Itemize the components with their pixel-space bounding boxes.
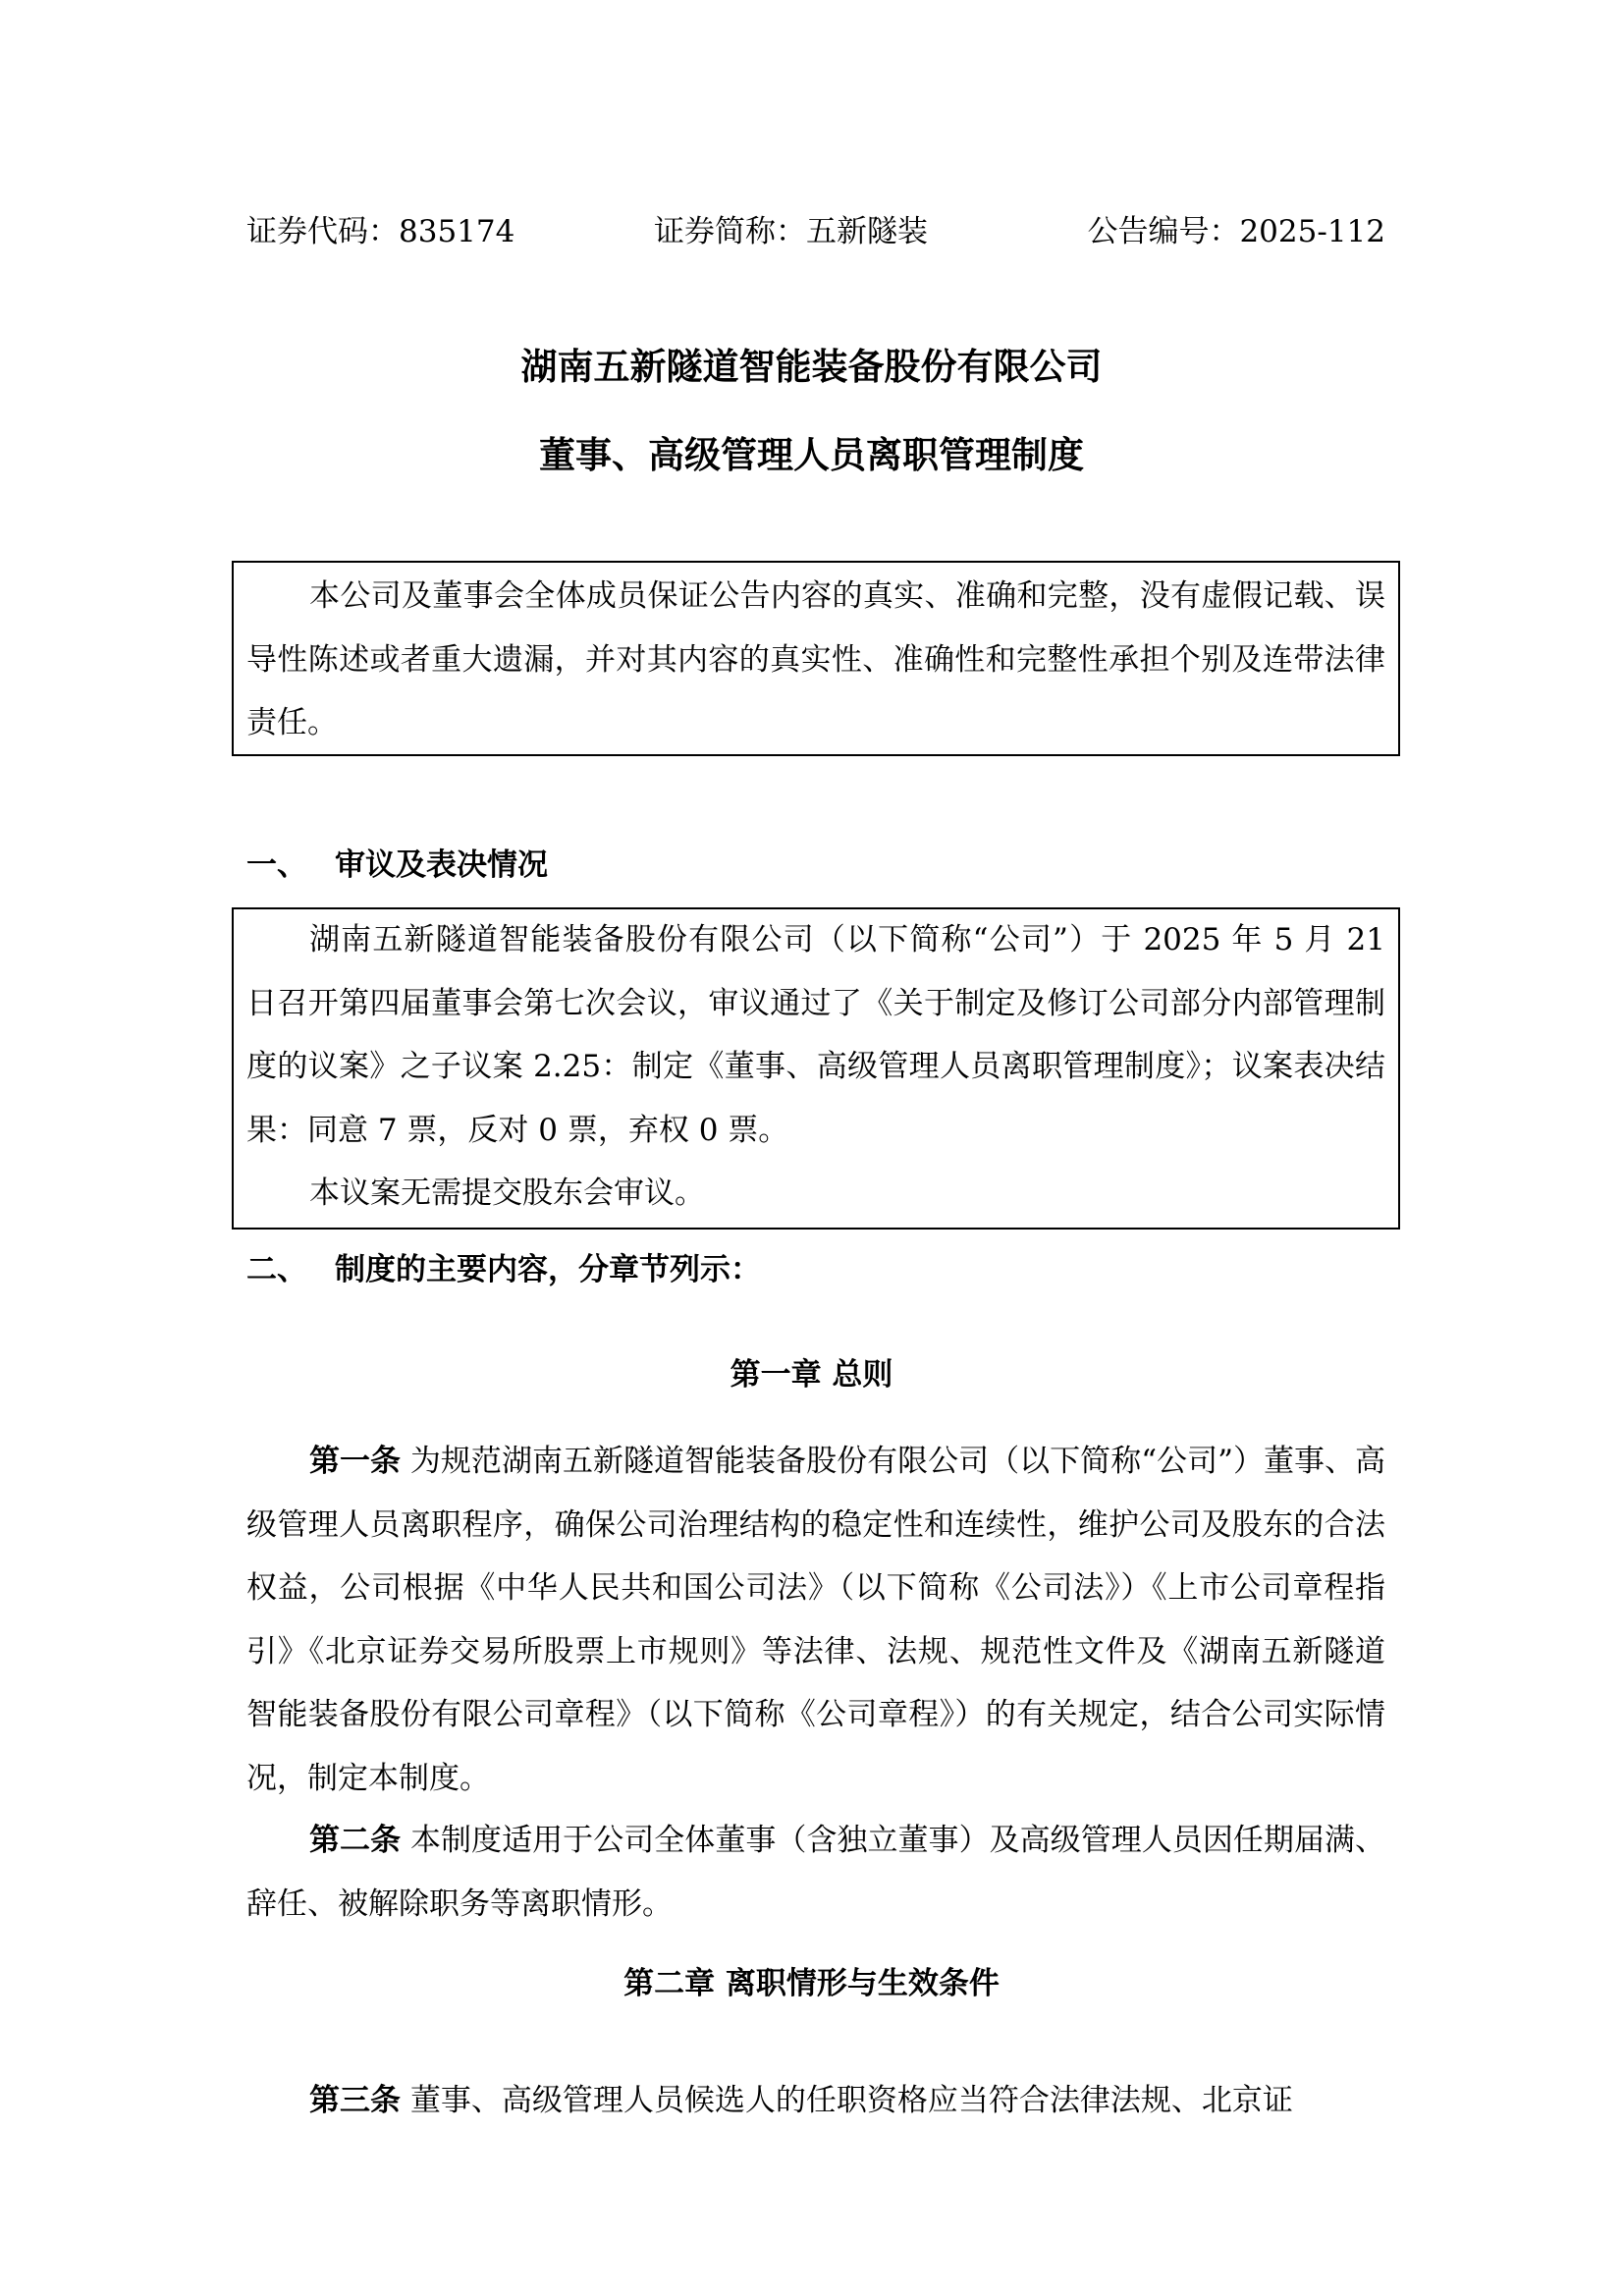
chapter-1-title: 第一章 总则: [730, 1357, 893, 1393]
announcement-header: [246, 208, 1385, 255]
company-title: 湖南五新隧道智能装备股份有限公司: [520, 346, 1103, 388]
review-note: 本议案无需提交股东会审议。: [309, 1175, 705, 1211]
chapter-2-title: 第二章 离职情形与生效条件: [623, 1966, 1000, 2001]
document-title: 董事、高级管理人员离职管理制度: [539, 434, 1084, 476]
article-1-text: 为规范湖南五新隧道智能装备股份有限公司（以下简称“公司”）董事、高级管理人员离职程序，确保公司治理结构的稳定性和连续性，维护公司及股东的合法权益，公司根据《中华人民共和国公司法》（以下简称《公司法》）《上市公司章程指引》《北京证券交易所股票上市规则》等法律、法规、规范性文件及《湖南五新隧道智能装备股份有限公司章程》（以下简称《公司章程》）的有关规定，结合公司实际情况，制定本制度。: [246, 1444, 1385, 1796]
article-2-label: 第二条: [309, 1823, 402, 1858]
article-3-text: 董事、高级管理人员候选人的任职资格应当符合法律法规、北京证: [401, 2083, 1293, 2118]
article-2: [246, 1809, 1385, 1936]
section-1-heading: [246, 842, 548, 889]
article-1: [246, 1430, 1385, 1810]
section-2-heading: [246, 1246, 761, 1293]
section-2-number: 二、: [246, 1252, 307, 1287]
security-code: 证券代码：835174: [246, 214, 515, 249]
notice-text: 本公司及董事会全体成员保证公告内容的真实、准确和完整，没有虚假记载、误导性陈述或者重大遗漏，并对其内容的真实性、准确性和完整性承担个别及连带法律责任。: [246, 578, 1385, 740]
article-1-label: 第一条: [309, 1444, 402, 1479]
section-2-title: 制度的主要内容，分章节列示：: [335, 1252, 761, 1287]
article-3-label: 第三条: [309, 2083, 401, 2118]
article-3: [246, 2069, 1385, 2133]
article-2-text: 本制度适用于公司全体董事（含独立董事）及高级管理人员因任期届满、辞任、被解除职务等离职情形。: [246, 1823, 1386, 1922]
section-1-number: 一、: [246, 847, 307, 883]
review-text: 湖南五新隧道智能装备股份有限公司（以下简称“公司”）于 2025 年 5 月 21 日召开第四届董事会第七次会议，审议通过了《关于制定及修订公司部分内部管理制度的议案》之子议案 2.25：制定《董事、高级管理人员离职管理制度》；议案表决结果：同意 7 票，反对 0 票，弃权 0 票。: [246, 922, 1385, 1148]
section-1-title: 审议及表决情况: [335, 847, 548, 883]
security-abbreviation: 证券简称：五新隧装: [654, 214, 928, 249]
announcement-number: 公告编号：2025-112: [1087, 214, 1385, 249]
